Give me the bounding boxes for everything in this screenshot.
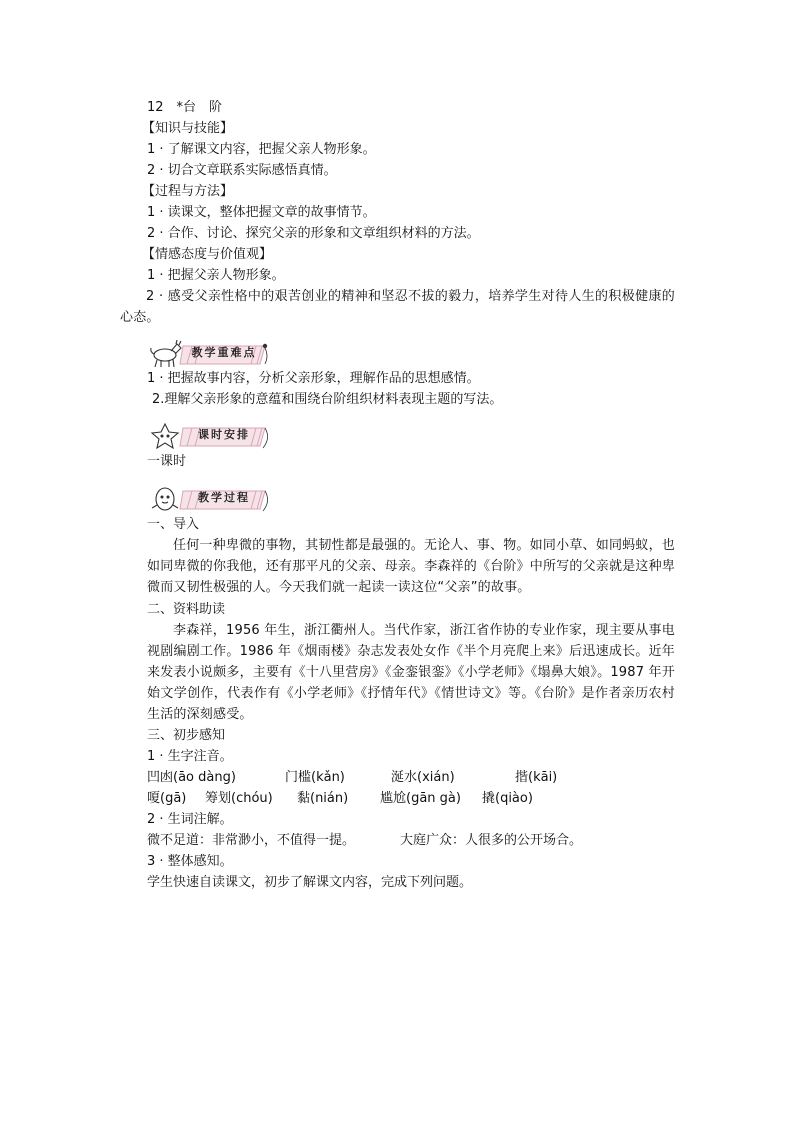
pinyin-word: 嗄(gā)	[147, 791, 187, 806]
procedure-badge-label: 教学过程	[198, 491, 250, 504]
emotion-item-2: 2 · 感受父亲性格中的艰苦创业的精神和坚忍不拔的毅力，培养学生对待人生的积极健康的心态。	[120, 289, 675, 325]
emotion-heading: 【情感态度与价值观】	[142, 247, 273, 262]
donkey-mascot-icon	[151, 340, 181, 367]
pinyin-word: 凹凼(āo dàng)	[147, 770, 236, 785]
key-point-2: 2.理解父亲形象的意蕴和围绕台阶组织材料表现主题的写法。	[152, 392, 503, 407]
info-paragraph: 李森祥，1956 年生，浙江衢州人。当代作家，浙江省作协的专业作家，现主要从事电视剧编剧工作。1986 年《烟雨楼》杂志发表处女作《半个月亮爬上来》后迅速成长。近年来发表小说颇多，主要有《十八里营房》《金銮银銮》《小学老师》《塌鼻大娘》。1987 年开始文学创作，代表作有《小学老师》《抒情年代》《情世诗文》等。《台阶》是作者亲历农村生活的深刻感受。	[147, 623, 675, 722]
perceive-heading: 三、初步感知	[147, 728, 226, 743]
pinyin-word: 涎水(xián)	[391, 770, 455, 785]
knowledge-item-2: 2 · 切合文章联系实际感悟真情。	[147, 163, 337, 178]
overall-text: 学生快速自读课文，初步了解课文内容，完成下列问题。	[147, 875, 473, 890]
pinyin-word: 筹划(chóu)	[205, 791, 273, 806]
info-heading: 二、资料助读	[147, 602, 226, 617]
overall-heading: 3 · 整体感知。	[147, 854, 233, 869]
emotion-item-1: 1 · 把握父亲人物形象。	[147, 268, 285, 283]
key-points-badge-label: 教学重难点	[191, 346, 257, 359]
process-heading: 【过程与方法】	[142, 184, 234, 199]
key-point-1: 1 · 把握故事内容，分析父亲形象，理解作品的思想感情。	[147, 371, 480, 386]
pinyin-word: 揩(kāi)	[515, 770, 558, 785]
pinyin-word: 尴尬(gān gà)	[380, 791, 461, 806]
pinyin-word: 门槛(kǎn)	[285, 770, 345, 785]
intro-paragraph: 任何一种卑微的事物，其韧性都是最强的。无论人、事、物。如同小草、如同蚂蚁，也如同卑微的你我他，还有那平凡的父亲、母亲。李森祥的《台阶》中所写的父亲就是这种卑微而又韧性极强的人。今天我们就一起读一读这位“父亲”的故事。	[147, 538, 676, 595]
process-item-2: 2 · 合作、讨论、探究父亲的形象和文章组织材料的方法。	[147, 226, 480, 241]
vocab-heading: 2 · 生词注解。	[147, 812, 233, 827]
knowledge-heading: 【知识与技能】	[142, 121, 234, 136]
schedule-badge	[147, 422, 271, 448]
key-points-badge	[147, 340, 271, 366]
knowledge-item-1: 1 · 了解课文内容，把握父亲人物形象。	[147, 142, 376, 157]
star-mascot-icon	[152, 424, 178, 448]
pinyin-word: 撬(qiào)	[482, 791, 533, 806]
pinyin-heading: 1 · 生字注音。	[147, 749, 233, 764]
intro-heading: 一、导入	[147, 517, 200, 532]
pinyin-word: 黏(nián)	[297, 791, 349, 806]
egg-mascot-icon	[152, 488, 178, 510]
schedule-text: 一课时	[147, 454, 187, 469]
vocab-item-2: 大庭广众：人很多的公开场合。	[400, 833, 583, 848]
lesson-title: 12 *台 阶	[147, 100, 223, 115]
process-item-1: 1 · 读课文，整体把握文章的故事情节。	[147, 205, 376, 220]
schedule-badge-label: 课时安排	[198, 428, 250, 441]
vocab-item-1: 微不足道：非常渺小，不值得一提。	[147, 833, 356, 848]
procedure-badge	[147, 485, 271, 511]
